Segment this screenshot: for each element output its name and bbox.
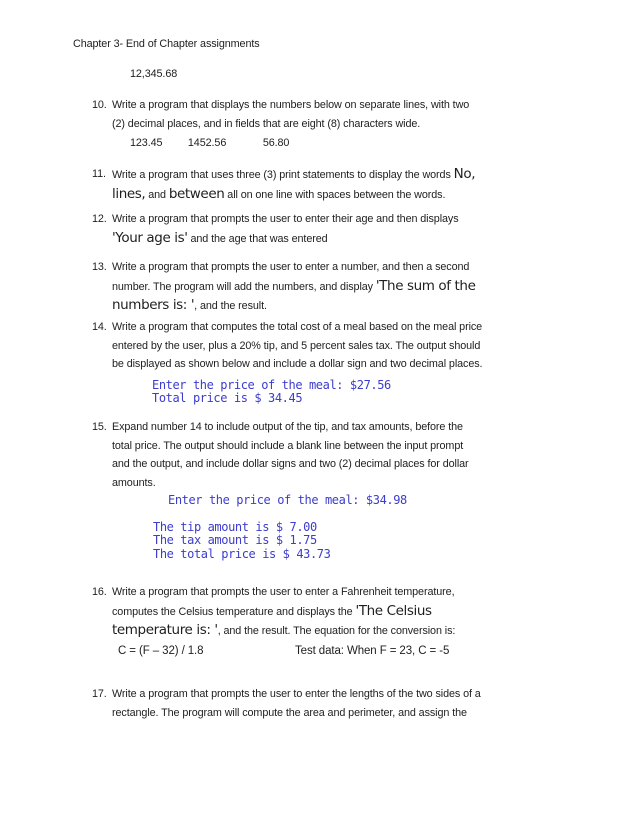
item-line <box>112 296 475 316</box>
test-data: Test data: When F = 23, C = -5 <box>295 645 450 657</box>
item-line: Write a program that prompts the user to enter a number, and then a second <box>112 261 470 273</box>
item-line: Write a program that computes the total cost of a meal based on the meal price <box>112 321 483 333</box>
item-number: 17. <box>92 688 107 700</box>
console-blank-line <box>153 507 407 520</box>
item-text <box>112 96 469 133</box>
assignment-item-13 <box>92 258 475 316</box>
quoted-word: between <box>168 185 225 202</box>
item-line: Write a program that displays the numbers below on separate lines, with two <box>112 99 470 111</box>
item-line: Write a program that prompts the user to enter a Fahrenheit temperature, <box>112 586 455 598</box>
item-text <box>112 165 475 204</box>
item-number: 12. <box>92 213 107 225</box>
item-line-text: computes the Celsius temperature and displays the <box>112 605 356 618</box>
item-line: Write a program that prompts the user to enter their age and then displays <box>112 213 459 225</box>
item-text <box>112 258 475 316</box>
doc-title: Chapter 3- End of Chapter assignments <box>73 38 260 50</box>
item-line-text: , and the result. The equation for the conversion is: <box>217 625 456 637</box>
item-line: rectangle. The program will compute the area and perimeter, and assign the <box>112 706 467 719</box>
item-number: 11. <box>92 168 106 180</box>
assignment-item-15 <box>92 418 469 492</box>
assignment-item-14 <box>92 318 482 374</box>
item-text <box>112 685 481 722</box>
standalone-number: 12,345.68 <box>130 68 178 80</box>
console-line: The tip amount is $ 7.00 <box>153 519 317 534</box>
assignment-item-17 <box>92 685 481 722</box>
item-line: entered by the user, plus a 20% tip, and 5 percent sales tax. The output should <box>112 339 481 352</box>
quoted-word: lines, <box>112 185 146 202</box>
item-number: 14. <box>92 321 107 333</box>
item-line-text: and <box>145 188 169 201</box>
item-line-text: all on one line with spaces between the words. <box>224 188 446 201</box>
item-line: Write a program that prompts the user to enter the lengths of the two sides of a <box>112 688 481 700</box>
console-line: Enter the price of the meal: $27.56 <box>152 378 391 392</box>
item-line: Expand number 14 to include output of the tip, and tax amounts, before the <box>112 421 463 433</box>
sample-number: 1452.56 <box>187 137 227 149</box>
item-text <box>112 418 469 492</box>
assignment-item-11 <box>92 165 475 204</box>
quoted-string: 'Your age is' <box>112 229 188 246</box>
assignment-item-12 <box>92 210 459 248</box>
item-line-text: number. The program will add the numbers, and display <box>112 280 376 293</box>
console-line: Total price is $ 34.45 <box>152 391 303 406</box>
sample-number: 123.45 <box>130 137 163 149</box>
item-number: 13. <box>92 261 107 273</box>
quoted-string: 'The Celsius <box>355 602 432 619</box>
item-line: be displayed as shown below and include a dollar sign and two decimal places. <box>112 358 483 370</box>
item-line <box>112 165 475 185</box>
assignment-item-10 <box>92 96 469 133</box>
item-line <box>112 277 475 297</box>
item-line-text: , and the result. <box>194 300 267 312</box>
assignment-item-16 <box>92 583 455 641</box>
item-line <box>112 602 455 622</box>
item-line-text: Write a program that uses three (3) print statements to display the words <box>112 169 454 181</box>
item-number: 15. <box>92 421 107 433</box>
item-line <box>112 185 475 205</box>
item-line <box>112 229 459 249</box>
sample-numbers-row <box>130 134 289 152</box>
console-line: Enter the price of the meal: $34.98 <box>168 493 407 507</box>
item-text <box>112 210 459 248</box>
console-line: The tax amount is $ 1.75 <box>153 533 317 548</box>
sample-number: 56.80 <box>262 137 290 149</box>
quoted-string: numbers is: ' <box>112 297 195 313</box>
quoted-string: temperature is: ' <box>112 622 218 638</box>
item-line: (2) decimal places, and in fields that are eight (8) characters wide. <box>112 117 421 130</box>
quoted-word: No, <box>453 166 476 182</box>
console-output-14 <box>152 379 391 406</box>
item-text <box>112 318 482 374</box>
item-line-text: and the age that was entered <box>187 232 328 245</box>
item-line <box>112 621 455 641</box>
quoted-string: 'The sum of the <box>375 277 476 294</box>
console-line: The total price is $ 43.73 <box>153 546 331 561</box>
item-line: amounts. <box>112 476 156 489</box>
item-number: 16. <box>92 586 107 598</box>
console-output-15 <box>153 494 407 561</box>
item-line: and the output, and include dollar signs and two (2) decimal places for dollar <box>112 458 469 470</box>
item-number: 10. <box>92 99 107 111</box>
equation-row <box>0 645 630 663</box>
item-line: total price. The output should include a blank line between the input prompt <box>112 439 464 452</box>
conversion-equation: C = (F – 32) / 1.8 <box>118 645 204 657</box>
item-text <box>112 583 455 641</box>
